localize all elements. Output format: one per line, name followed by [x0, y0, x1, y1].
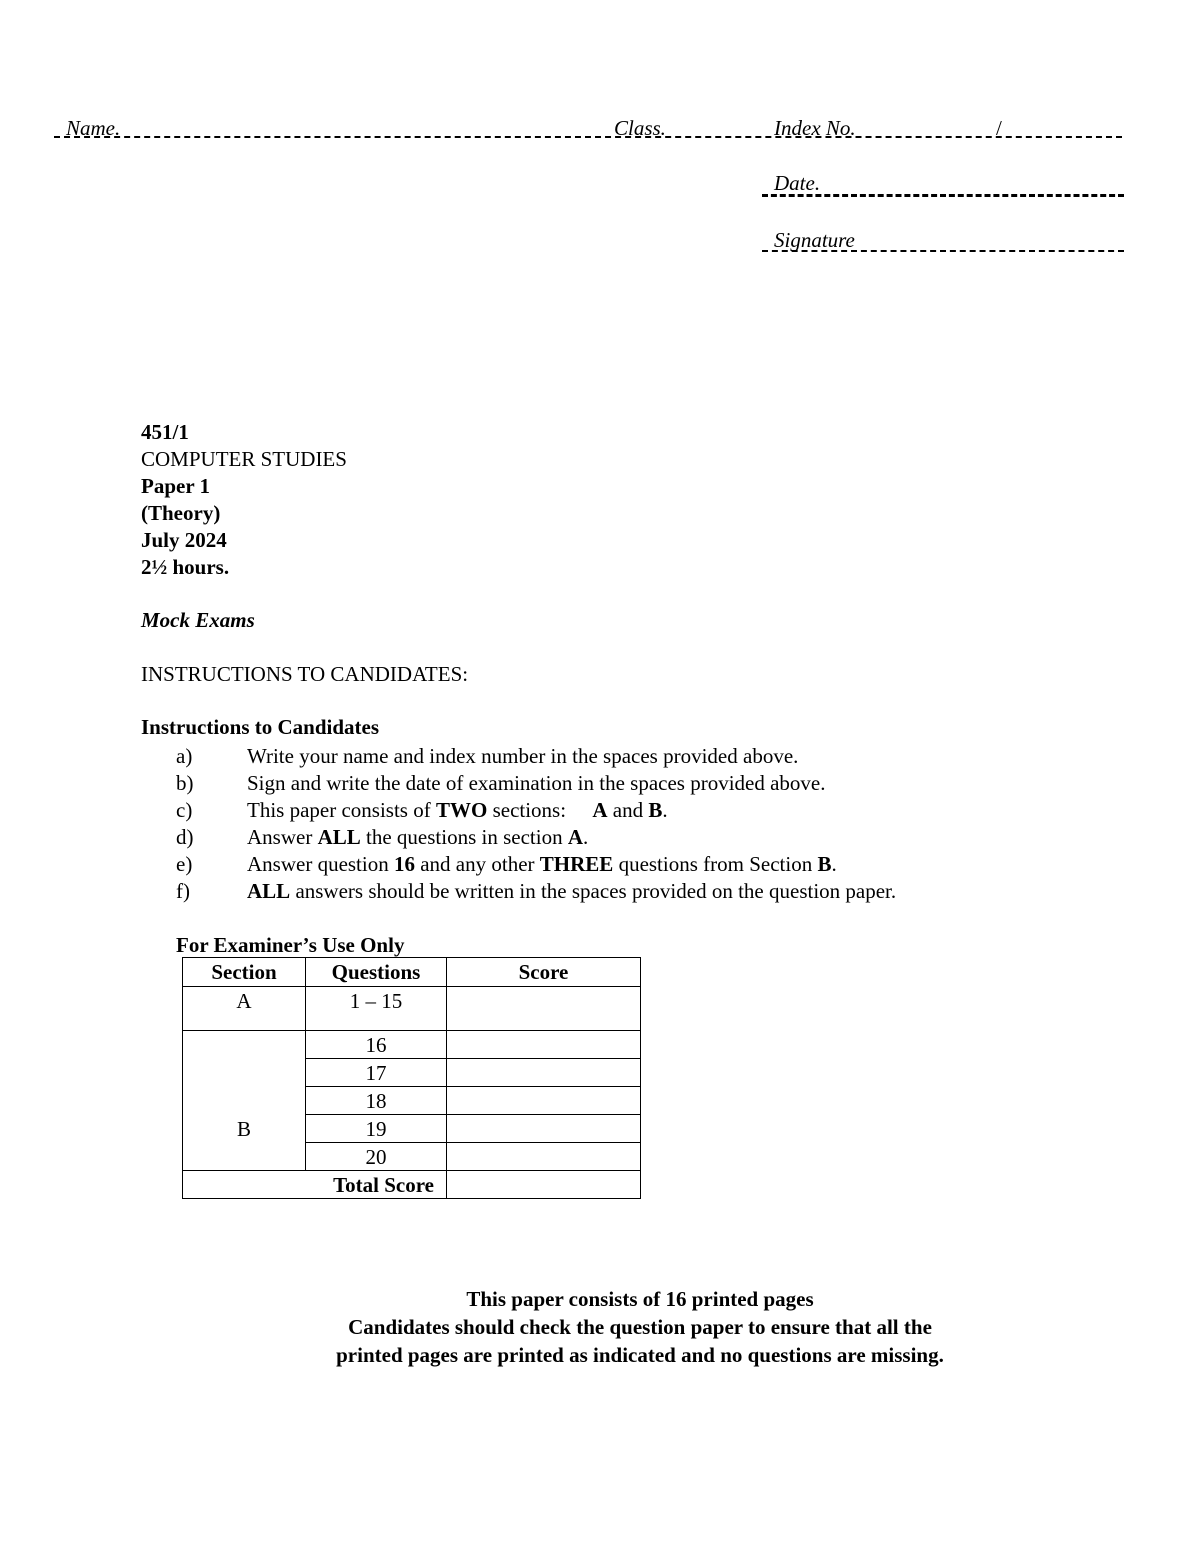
instruction-letter: f)	[176, 879, 190, 903]
text-bold: ALL	[247, 879, 291, 903]
score-cell[interactable]	[447, 1087, 641, 1115]
question-cell: 20	[306, 1143, 447, 1171]
footer-note	[240, 1285, 1040, 1369]
name-underline	[54, 136, 1122, 138]
section-b-cell: B	[183, 1031, 306, 1171]
paper-duration: 2½ hours.	[141, 555, 230, 579]
text-bold: ALL	[317, 825, 361, 849]
paper-code: 451/1	[141, 420, 189, 444]
section-a-questions-cell: 1 – 15	[306, 987, 447, 1031]
total-score-label: Total Score	[183, 1171, 447, 1199]
score-cell[interactable]	[447, 1115, 641, 1143]
question-cell: 17	[306, 1059, 447, 1087]
instruction-letter: d)	[176, 825, 194, 849]
instructions-subheading: Instructions to Candidates	[141, 715, 380, 739]
column-header-section: Section	[183, 958, 306, 987]
signature-label: Signature	[774, 228, 855, 252]
text-part: answers should be written in the spaces provided on the question paper.	[290, 879, 897, 903]
text-bold: B	[648, 798, 663, 822]
score-cell[interactable]	[447, 1143, 641, 1171]
text-part: Answer question	[247, 852, 394, 876]
total-score-cell[interactable]	[447, 1171, 641, 1199]
score-cell[interactable]	[447, 987, 641, 1031]
text-part: the questions in section	[360, 825, 568, 849]
exam-type: Mock Exams	[141, 608, 255, 632]
examiner-heading: For Examiner’s Use Only	[176, 933, 405, 957]
score-cell[interactable]	[447, 1031, 641, 1059]
question-cell: 18	[306, 1087, 447, 1115]
instruction-text: Write your name and index number in the spaces provided above.	[247, 744, 799, 768]
table-row	[183, 1031, 641, 1059]
index-label: Index No.	[774, 116, 856, 140]
paper-type: (Theory)	[141, 501, 221, 525]
instruction-text: Sign and write the date of examination in the spaces provided above.	[247, 771, 826, 795]
instruction-text	[247, 851, 837, 878]
footer-line-3: printed pages are printed as indicated and no questions are missing.	[336, 1343, 944, 1367]
examiner-score-table	[182, 957, 641, 1199]
text-part: Answer	[247, 825, 318, 849]
instructions-heading: INSTRUCTIONS TO CANDIDATES:	[141, 662, 469, 686]
text-part: .	[583, 825, 589, 849]
date-label: Date.	[774, 171, 821, 195]
total-row	[183, 1171, 641, 1199]
question-cell: 19	[306, 1115, 447, 1143]
instruction-letter: c)	[176, 798, 193, 822]
question-cell: 16	[306, 1031, 447, 1059]
paper-subject: COMPUTER STUDIES	[141, 447, 347, 471]
footer-line-1: This paper consists of 16 printed pages	[466, 1287, 814, 1311]
instruction-text	[247, 878, 896, 905]
text-bold: A	[567, 825, 583, 849]
name-label: Name.	[66, 116, 121, 140]
text-bold: B	[817, 852, 832, 876]
instruction-text	[247, 797, 668, 824]
text-bold: TWO	[435, 798, 488, 822]
text-bold: THREE	[539, 852, 614, 876]
class-label: Class.	[614, 116, 666, 140]
text-part: and any other	[414, 852, 540, 876]
table-row	[183, 987, 641, 1031]
text-bold: A	[592, 798, 608, 822]
paper-number: Paper 1	[141, 474, 211, 498]
table-header-row	[183, 958, 641, 987]
column-header-questions: Questions	[306, 958, 447, 987]
text-part: sections:	[487, 798, 593, 822]
column-header-score: Score	[447, 958, 641, 987]
text-part: .	[831, 852, 837, 876]
paper-date: July 2024	[141, 528, 227, 552]
instruction-text	[247, 824, 588, 851]
paper-info	[141, 419, 347, 581]
footer-line-2: Candidates should check the question paper to ensure that all the	[348, 1315, 932, 1339]
text-part: .	[662, 798, 668, 822]
instruction-letter: e)	[176, 852, 193, 876]
index-separator: /	[996, 116, 1002, 140]
text-part: questions from Section	[613, 852, 818, 876]
instruction-letter: b)	[176, 771, 194, 795]
text-bold: 16	[393, 852, 415, 876]
section-a-cell: A	[183, 987, 306, 1031]
score-cell[interactable]	[447, 1059, 641, 1087]
text-part: and	[607, 798, 649, 822]
instruction-letter: a)	[176, 744, 193, 768]
text-part: This paper consists of	[247, 798, 436, 822]
